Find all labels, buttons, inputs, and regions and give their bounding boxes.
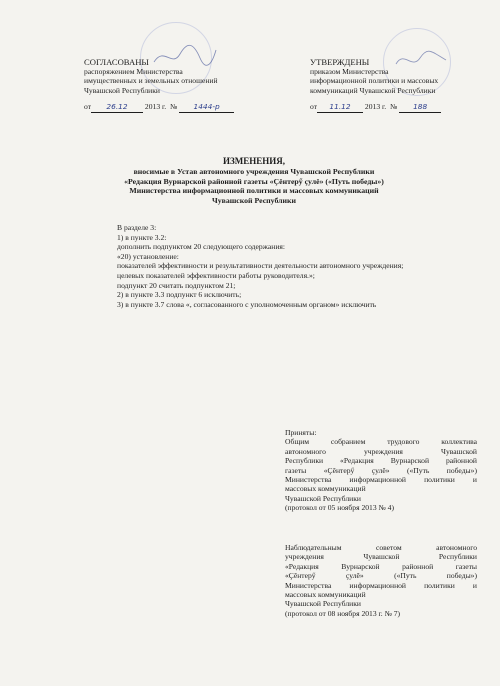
left-approval-line: распоряжением Министерства xyxy=(84,67,183,76)
accepted-heading: Приняты: xyxy=(285,428,317,437)
supervisory-line: Чувашской Республики xyxy=(285,599,361,609)
right-date-handwritten: 11.12 xyxy=(329,102,351,112)
title-line: вносимые в Устав автономного учреждения Чувашской Республики xyxy=(133,167,375,176)
body-line: дополнить подпунктом 20 следующего содержания: xyxy=(117,242,286,252)
supervisory-line: Наблюдательным советом автономного xyxy=(285,543,477,552)
right-number-sign: № xyxy=(389,102,398,112)
right-approval-date-line xyxy=(310,102,441,112)
right-approval-line: коммуникаций Чувашской Республики xyxy=(310,85,436,95)
accepted-line: Министерства информационной политики и xyxy=(285,475,477,485)
left-year: 2013 г. xyxy=(144,102,167,112)
right-number-handwritten: 188 xyxy=(413,102,428,112)
body-line: целевых показателей эффективности работы руководителя.»; xyxy=(117,270,315,280)
left-signature xyxy=(150,40,220,70)
title-line: «Редакция Вурнарской районной газеты «Ҫĕнтерӳ ҫулĕ» («Путь победы») xyxy=(124,176,384,186)
right-number-field xyxy=(399,102,441,112)
right-approval-heading: УТВЕРЖДЕНЫ xyxy=(310,57,370,67)
supervisory-line: «Редакция Вурнарской районной газеты xyxy=(285,561,477,571)
accepted-protocol: (протокол от 05 ноября 2013 № 4) xyxy=(285,503,395,513)
accepted-block xyxy=(285,428,477,513)
body-item: 3) в пункте 3.7 слова «, согласованного с уполномоченным органом» исключить xyxy=(117,299,377,309)
supervisory-line: учреждения Чувашской Республики xyxy=(285,552,477,562)
accepted-line: газеты «Ҫĕнтерӳ ҫулĕ» («Путь победы») xyxy=(285,465,477,475)
body-section: В разделе 3: xyxy=(117,223,157,232)
left-approval-line: Чувашской Республики xyxy=(84,85,160,95)
right-year: 2013 г. xyxy=(364,102,387,112)
left-approval-heading: СОГЛАСОВАНЫ xyxy=(84,57,149,67)
accepted-line: массовых коммуникаций xyxy=(285,484,366,494)
left-date-field xyxy=(91,102,143,112)
left-date-prefix: от xyxy=(84,102,92,112)
left-number-field xyxy=(179,102,234,112)
right-date-field xyxy=(317,102,363,112)
body-item: 2) в пункте 3.3 подпункт 6 исключить; xyxy=(117,290,242,300)
body-paragraph: показателей эффективности и результативности деятельности автономного учреждения; xyxy=(117,261,404,271)
supervisory-line: массовых коммуникаций xyxy=(285,590,366,600)
body-item: 1) в пункте 3.2: xyxy=(117,232,167,242)
left-number-handwritten: 1444-р xyxy=(193,102,220,112)
title-line: Министерства информационной политики и массовых коммуникаций xyxy=(129,186,379,196)
supervisory-line: Министерства информационной политики и xyxy=(285,580,477,590)
right-approval-block xyxy=(310,57,441,113)
document-body xyxy=(117,223,457,309)
right-approval-line: приказом Министерства xyxy=(310,67,389,76)
body-line: подпункт 20 считать подпунктом 21; xyxy=(117,280,236,290)
title-line: Чувашской Республики xyxy=(211,195,297,205)
document-title xyxy=(84,156,424,205)
left-number-sign: № xyxy=(169,102,178,112)
left-approval-date-line xyxy=(84,102,234,112)
left-date-handwritten: 26.12 xyxy=(106,102,128,112)
supervisory-block xyxy=(285,543,477,618)
supervisory-line: «Ҫĕнтерӳ ҫулĕ» («Путь победы») xyxy=(285,571,477,581)
left-approval-line: имущественных и земельных отношений xyxy=(84,76,218,86)
right-date-prefix: от xyxy=(310,102,318,112)
supervisory-protocol: (протокол от 08 ноября 2013 г. № 7) xyxy=(285,608,401,618)
accepted-line: Общим собранием трудового коллектива xyxy=(285,437,477,447)
right-approval-line: информационной политики и массовых xyxy=(310,76,439,86)
accepted-line: Чувашской Республики xyxy=(285,493,361,503)
accepted-line: автономного учреждения Чувашской xyxy=(285,446,477,456)
accepted-line: Республики «Редакция Вурнарской районной xyxy=(285,456,477,466)
title-line: ИЗМЕНЕНИЯ, xyxy=(222,156,285,166)
body-line: «20) установление: xyxy=(117,251,179,261)
